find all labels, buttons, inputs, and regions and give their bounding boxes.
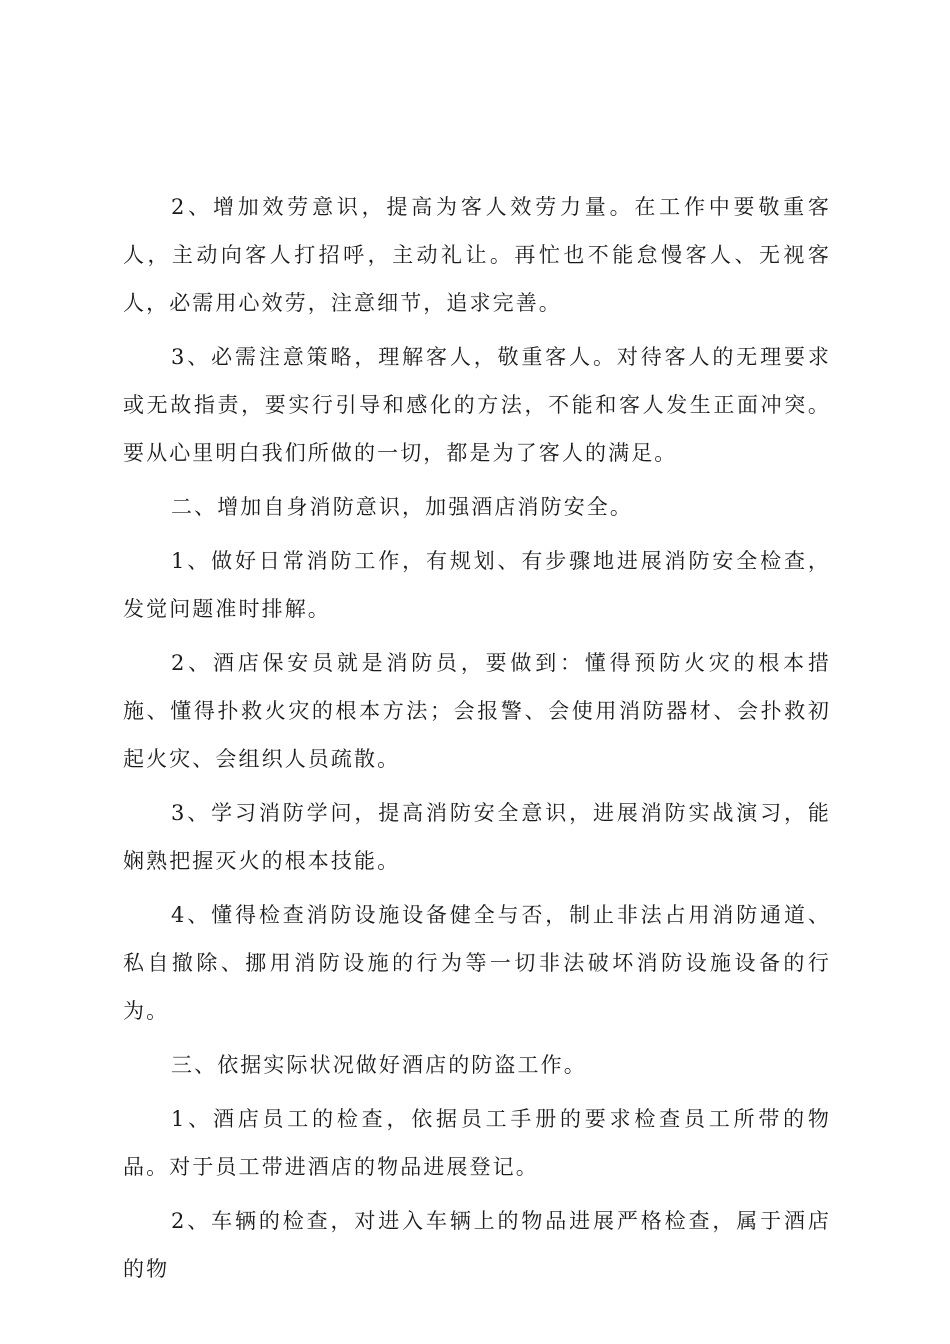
paragraph-staff-inspection: 1、酒店员工的检查，依据员工手册的要求检查员工所带的物品。对于员工带进酒店的物品进展登记。 (123, 1107, 831, 1179)
paragraph-fire-equipment: 4、懂得检查消防设施设备健全与否，制止非法占用消防通道、私自撤除、挪用消防设施的行为等一切非法破坏消防设施设备的行为。 (123, 903, 831, 1023)
paragraph-strategy: 3、必需注意策略，理解客人，敬重客人。对待客人的无理要求或无故指责，要实行引导和感化的方法，不能和客人发生正面冲突。要从心里明白我们所做的一切，都是为了客人的满足。 (123, 345, 831, 465)
paragraph-security-guard-duties: 2、酒店保安员就是消防员，要做到：懂得预防火灾的根本措施、懂得扑救火灾的根本方法；会报警、会使用消防器材、会扑救初起火灾、会组织人员疏散。 (123, 651, 831, 771)
section-heading-theft-prevention: 三、依据实际状况做好酒店的防盗工作。 (171, 1053, 587, 1077)
paragraph-service-awareness: 2、增加效劳意识，提高为客人效劳力量。在工作中要敬重客人，主动向客人打招呼，主动礼让。再忙也不能怠慢客人、无视客人，必需用心效劳，注意细节，追求完善。 (123, 195, 831, 315)
paragraph-fire-knowledge: 3、学习消防学问，提高消防安全意识，进展消防实战演习，能娴熟把握灭火的根本技能。 (123, 801, 831, 873)
document-body (123, 183, 831, 1293)
section-heading-fire-safety: 二、增加自身消防意识，加强酒店消防安全。 (171, 495, 633, 519)
paragraph-vehicle-inspection: 2、车辆的检查，对进入车辆上的物品进展严格检查，属于酒店的物 (123, 1209, 831, 1281)
paragraph-fire-inspection: 1、做好日常消防工作，有规划、有步骤地进展消防安全检查，发觉问题准时排解。 (123, 549, 831, 621)
